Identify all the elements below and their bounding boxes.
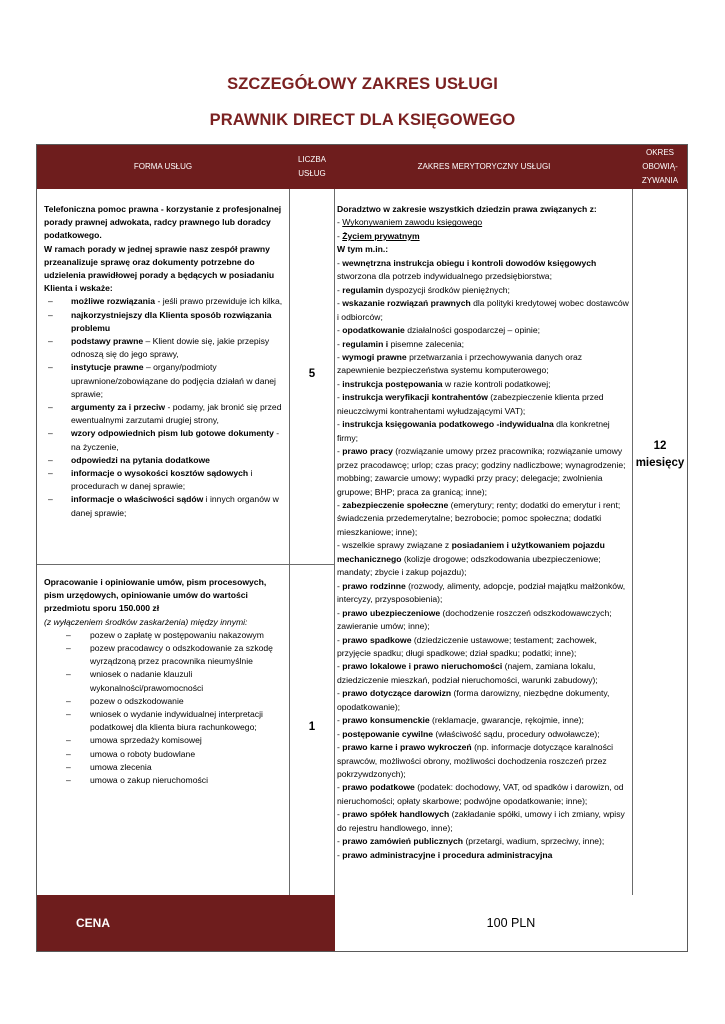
list-item: – pozew o zapłatę w postępowaniu nakazowym (44, 629, 284, 642)
price-row (37, 895, 687, 951)
scope-sub-1: - Wykonywaniem zawodu księgowego (337, 217, 483, 228)
row1-list (44, 295, 284, 519)
price-label-fill (149, 895, 335, 951)
period-number: 12 (653, 440, 667, 452)
divider-col2 (334, 189, 335, 895)
table-header (37, 145, 687, 189)
row2-list (44, 629, 284, 787)
price-value: 100 PLN (486, 916, 536, 930)
scope-item: - prawo konsumenckie (reklamacje, gwarancje, rękojmie, inne); (337, 715, 584, 726)
list-item: – umowa o zakup nieruchomości (44, 774, 284, 787)
header-liczba-line2: USŁUG (298, 169, 326, 178)
list-item: – umowa sprzedaży komisowej (44, 734, 284, 747)
period-value (633, 438, 687, 472)
scope-item: - prawo podatkowe (podatek: dochodowy, VAT, od spadków i darowizn, od nieruchomości; opłaty skarbowe; podwójne opodatkowanie; inne); (337, 782, 624, 806)
scope-item: - instrukcja weryfikacji kontrahentów (zabezpieczenie klienta przed nieuczciwymi kontrahentami wyłudzającymi VAT); (337, 392, 604, 416)
row2-description (44, 576, 284, 787)
list-item: – pozew o odszkodowanie (44, 695, 284, 708)
list-item: – umowa o roboty budowlane (44, 748, 284, 761)
scope-item: - regulamin dyspozycji środków pieniężnych; (337, 284, 510, 295)
document-title: SZCZEGÓŁOWY ZAKRES USŁUGI (227, 75, 498, 93)
scope-description (337, 203, 629, 862)
header-okres-line1: OKRES (645, 148, 674, 157)
scope-item: - prawo pracy (rozwiązanie umowy przez pracownika; rozwiązanie umowy przez pracodawcę; urlop; czas pracy; godziny nadliczbowe; wynagrodzenie; mobbing; zawarcie umowy; wypadki przy pracy; delegacje; zwolnienia grupowe; BHP; praca za granicą; inne); (337, 446, 626, 497)
scope-item: - wszelkie sprawy związane z posiadaniem i użytkowaniem pojazdu mechanicznego (kolizje drogowe; odszkodowania ubezpieczeniowe; mandaty; zbycie i zakup pojazdu); (337, 540, 605, 578)
service-table (36, 144, 688, 952)
scope-item: - prawo zamówień publicznych (przetargi, wadium, sprzeciwy, inne); (337, 836, 605, 847)
row2-intro-italic: (z wyłączeniem środków zaskarżenia) między innymi: (44, 616, 248, 627)
list-item: – wzory odpowiednich pism lub gotowe dokumenty - na życzenie, (44, 427, 284, 453)
scope-item: - postępowanie cywilne (właściwość sądu, procedury odwoławcze); (337, 728, 600, 739)
scope-item: - prawo rodzinne (rozwody, alimenty, adopcje, podział majątku małżonków, intercyzy, przysposobienia); (337, 580, 626, 605)
price-label: CENA (37, 895, 149, 951)
list-item: – podstawy prawne – Klient dowie się, jakie przepisy odnoszą się do jego sprawy, (44, 335, 284, 361)
scope-item: - wymogi prawne przetwarzania i przechowywania danych oraz zapewnienie bezpieczeństwa systemu komputerowego; (337, 351, 583, 376)
row1-intro-2: W ramach porady w jednej sprawie nasz zespół prawny przeanalizuje sprawę oraz dokumenty potrzebne do udzielenia prawidłowej porady a będących w posiadaniu Klienta i wskaże: (44, 243, 275, 294)
scope-item: - wewnętrzna instrukcja obiegu i kontroli dowodów księgowych stworzona dla potrzeb indywidualnego przedsiębiorstwa; (337, 257, 597, 282)
row2-count: 1 (308, 721, 316, 733)
scope-item: - prawo dotyczące darowizn (forma darowizny, niezbędne dokumenty, opodatkowanie); (337, 688, 610, 712)
header-okres (633, 145, 687, 189)
list-item: – pozew pracodawcy o odszkodowanie za szkodę wyrządzoną przez pracownika nieumyślnie (44, 642, 284, 668)
scope-item: - zabezpieczenie społeczne (emerytury; renty; dodatki do emerytur i rent; świadczenia przedemerytalne; bezrobocie; pomoc społeczna; dodatki mieszkaniowe; inne); (337, 499, 621, 537)
list-item: – najkorzystniejszy dla Klienta sposób rozwiązania problemu (44, 309, 284, 335)
list-item: – informacje o właściwości sądów i innych organów w danej sprawie; (44, 493, 284, 519)
list-item: – umowa zlecenia (44, 761, 284, 774)
scope-intro: Doradztwo w zakresie wszystkich dziedzin prawa związanych z: (337, 204, 597, 214)
scope-item: - wskazanie rozwiązań prawnych dla polityki kredytowej wobec dostawców i odbiorców; (337, 298, 629, 322)
scope-w-tym: W tym m.in.: (337, 244, 389, 255)
list-item: – wniosek o nadanie klauzuli wykonalności/prawomocności (44, 668, 284, 694)
divider-col1 (289, 189, 290, 895)
scope-items (337, 257, 629, 862)
scope-item: - instrukcja księgowania podatkowego -indywidualna dla konkretnej firmy; (337, 419, 610, 443)
header-zakres: ZAKRES MERYTORYCZNY USŁUGI (417, 162, 551, 171)
scope-item: - prawo spadkowe (dziedziczenie ustawowe; testament; zachowek, przyjęcie spadku; długi spadkowe; dział spadku; podatki; inne); (337, 634, 597, 658)
scope-item: - instrukcja postępowania w razie kontroli podatkowej; (337, 378, 551, 389)
scope-item: - prawo lokalowe i prawo nieruchomości (najem, zamiana lokalu, dziedziczenie mieszkań, podział nieruchomości, warunki zabudowy); (337, 661, 598, 685)
list-item: – instytucje prawne – organy/podmioty uprawnione/zobowiązane do podjęcia działań w danej sprawie; (44, 361, 284, 401)
divider-col3 (632, 189, 633, 895)
header-forma-uslug: FORMA USŁUG (133, 162, 193, 171)
row2-intro: Opracowanie i opiniowanie umów, pism procesowych, pism urzędowych, opiniowanie umów do wartości przedmiotu sporu 150.000 zł (44, 577, 267, 614)
row1-count: 5 (308, 368, 316, 380)
scope-item: - prawo ubezpieczeniowe (dochodzenie roszczeń odszkodowawczych; zawieranie umów; inne); (337, 607, 612, 632)
list-item: – informacje o wysokości kosztów sądowych i procedurach w danej sprawie; (44, 467, 284, 493)
scope-item: - prawo spółek handlowych (zakładanie spółki, umowy i ich zmiany, wpisy do rejestru handlowego, inne); (337, 809, 625, 833)
scope-item: - prawo administracyjne i procedura administracyjna (337, 849, 553, 860)
period-unit: miesięcy (635, 457, 685, 469)
scope-item: - opodatkowanie działalności gospodarczej – opinie; (337, 325, 541, 336)
scope-item: - prawo karne i prawo wykroczeń (np. informacje dotyczące karalności sprawców, możliwości obrony, możliwości dochodzenia roszczeń przez pokrzywdzonych); (337, 742, 614, 780)
header-liczba-line1: LICZBA (297, 155, 326, 164)
header-liczba-uslug (289, 145, 335, 189)
scope-item: - regulamin i pisemne zalecenia; (337, 338, 465, 349)
list-item: – wniosek o wydanie indywidualnej interpretacji podatkowej dla klienta biura rachunkowego; (44, 708, 284, 734)
header-okres-line3: ZYWANIA (641, 176, 679, 185)
row1-intro: Telefoniczna pomoc prawna - korzystanie z profesjonalnej porady prawnej adwokata, radcy prawnego lub doradcy podatkowego. (44, 204, 282, 241)
scope-sub-2: - Życiem prywatnym (337, 230, 420, 241)
row1-description (44, 203, 284, 520)
list-item: – argumenty za i przeciw - podamy, jak bronić się przed ewentualnymi zarzutami drugiej strony, (44, 401, 284, 427)
list-item: – odpowiedzi na pytania dodatkowe (44, 454, 284, 467)
list-item: – możliwe rozwiązania - jeśli prawo przewiduje ich kilka, (44, 295, 284, 308)
header-okres-line2: OBOWIĄ- (642, 162, 678, 171)
document-subtitle: PRAWNIK DIRECT DLA KSIĘGOWEGO (209, 111, 516, 129)
divider-row (37, 564, 334, 565)
